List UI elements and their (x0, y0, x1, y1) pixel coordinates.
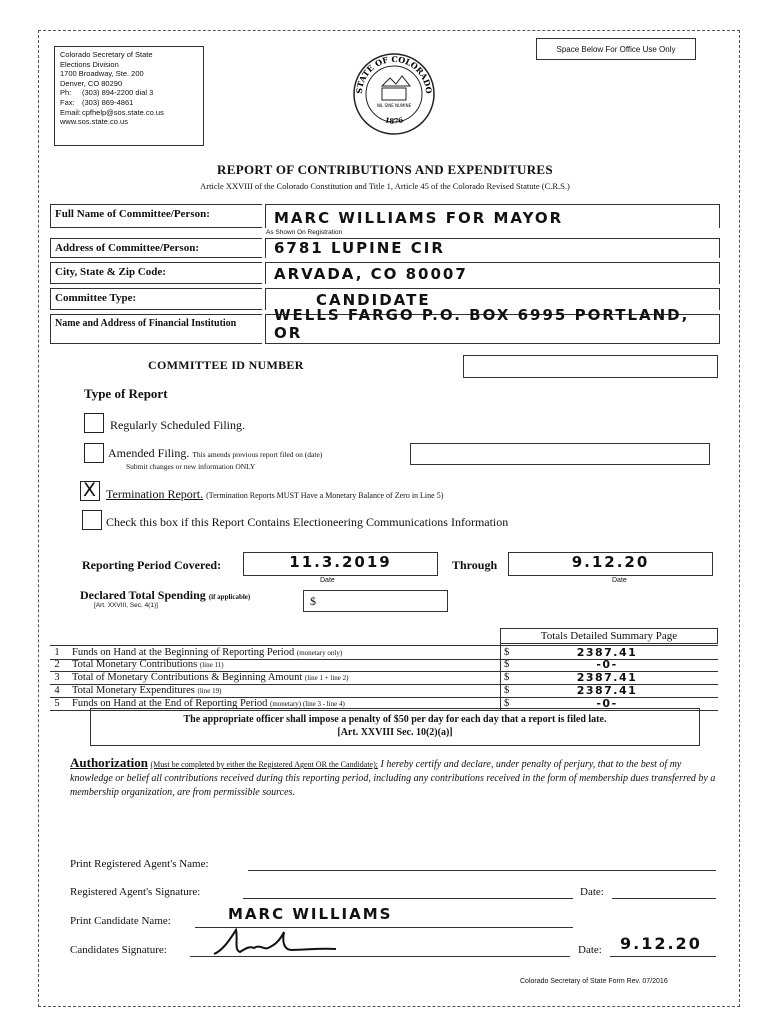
committee-id-field[interactable] (463, 355, 718, 378)
row-address (50, 238, 720, 258)
through-label: Through (452, 558, 498, 572)
address-label: Address of Committee/Person: (50, 238, 262, 258)
summary-row: 5 Funds on Hand at the End of Reporting Period (monetary) (line 3 - line 4) $ -0- (50, 697, 718, 711)
period-from-field[interactable]: 11.3.2019 (243, 552, 438, 576)
summary-row: 2 Total Monetary Contributions (line 11) $ -0- (50, 658, 718, 672)
candidate-signature-icon (210, 926, 340, 960)
address-field[interactable]: 6781 LUPINE CIR (265, 238, 720, 258)
address-line: Elections Division (60, 59, 119, 69)
termination-label: Termination Report. (Termination Reports MUST Have a Monetary Balance of Zero in Line 5) (106, 487, 444, 501)
agent-signature-label: Registered Agent's Signature: (70, 886, 201, 898)
svg-text:1876 (384, 115, 404, 125)
seal-motto: NIL SINE NUMINE (376, 103, 412, 108)
city-label: City, State & Zip Code: (50, 262, 262, 284)
from-date-caption: Date (320, 577, 335, 584)
page-subtitle: Article XXVIII of the Colorado Constitution and Title 1, Article 45 of the Colorado Revised Statute (C.R.S.) (200, 181, 570, 191)
candidate-date-field[interactable] (610, 956, 716, 957)
phone-line: Ph: (303) 894-2200 dial 3 (60, 88, 154, 98)
summary-row: 3 Total of Monetary Contributions & Beginning Amount (line 1 + line 2) $ 2387.41 (50, 671, 718, 685)
seal-year-text: 1876 (383, 115, 405, 126)
committee-type-field[interactable]: CANDIDATE (265, 288, 720, 310)
row-full-name (50, 204, 720, 228)
electioneering-checkbox[interactable] (82, 510, 102, 530)
bank-field[interactable]: WELLS FARGO P.O. BOX 6995 PORTLAND, OR (265, 314, 720, 344)
state-seal-icon (352, 52, 436, 136)
amended-date-field[interactable] (410, 443, 710, 465)
summary-row: 1 Funds on Hand at the Beginning of Reporting Period (monetary only) $ 2387.41 (50, 645, 718, 660)
bank-label: Name and Address of Financial Institution (50, 314, 262, 344)
web-line: www.sos.state.co.us (60, 117, 128, 127)
amended-filing-checkbox[interactable] (84, 443, 104, 463)
regular-filing-checkbox[interactable] (84, 413, 104, 433)
candidate-date-label: Date: (578, 944, 602, 956)
office-use-box: Space Below For Office Use Only (536, 38, 696, 60)
regular-filing-label: Regularly Scheduled Filing. (110, 418, 245, 432)
agent-date-label: Date: (580, 886, 604, 898)
city-field[interactable]: ARVADA, CO 80007 (265, 262, 720, 284)
row-bank (50, 306, 720, 344)
page-title: REPORT OF CONTRIBUTIONS AND EXPENDITURES (217, 162, 553, 177)
agent-name-field[interactable] (248, 870, 716, 871)
declared-spending-label: Declared Total Spending (if applicable) (80, 588, 251, 602)
fax-line: Fax: (303) 869-4861 (60, 97, 134, 107)
amended-filing-label: Amended Filing. This amends previous report filed on (date) (108, 446, 323, 460)
candidate-date-value: 9.12.20 (620, 934, 702, 953)
office-address-block (54, 46, 204, 146)
registration-note: As Shown On Registration (266, 229, 343, 236)
candidate-name-label: Print Candidate Name: (70, 915, 171, 927)
to-date-caption: Date (612, 577, 627, 584)
agent-date-field[interactable] (612, 898, 716, 899)
declared-spending-sub: [Art. XXVIII, Sec. 4(1)] (94, 602, 158, 609)
electioneering-label: Check this box if this Report Contains Electioneering Communications Information (106, 515, 509, 529)
amended-sub-note: Submit changes or new information ONLY (126, 462, 256, 471)
full-name-field[interactable]: MARC WILLIAMS FOR MAYOR (265, 204, 720, 228)
type-of-report-heading: Type of Report (84, 386, 168, 401)
summary-header: Totals Detailed Summary Page (500, 628, 718, 644)
full-name-label: Full Name of Committee/Person: (50, 204, 262, 228)
agent-signature-field[interactable] (243, 898, 573, 899)
summary-table (50, 628, 718, 712)
agent-name-label: Print Registered Agent's Name: (70, 858, 209, 870)
candidate-name-value: MARC WILLIAMS (228, 905, 393, 923)
form-revision-footer: Colorado Secretary of State Form Rev. 07/2016 (520, 978, 668, 985)
summary-row: 4 Total Monetary Expenditures (line 19) $ 2387.41 (50, 684, 718, 698)
address-line: Colorado Secretary of State (60, 50, 153, 59)
seal-top-text: STATE OF COLORADO (353, 53, 435, 95)
authorization-text: Authorization (Must be completed by either the Registered Agent OR the Candidate); I hereby certify and declare, under penalty of perjury, that to the best of my knowledge or belief all contributions received during this reporting period, including any contributions received in the form of membership dues transferred by a membership organization, are from permissible sources. (70, 755, 716, 798)
committee-id-label: COMMITTEE ID NUMBER (148, 358, 304, 372)
penalty-notice: The appropriate officer shall impose a penalty of $50 per day for each day that a report is filed late. [Art. XXVIII Sec. 10(2)(a)] (90, 708, 700, 746)
row-city (50, 262, 720, 284)
candidate-signature-label: Candidates Signature: (70, 944, 167, 956)
declared-spending-field[interactable]: $ (303, 590, 448, 612)
address-line: 1700 Broadway, Ste. 200 (60, 69, 144, 79)
reporting-period-label: Reporting Period Covered: (82, 558, 222, 572)
address-line: Denver, CO 80290 (60, 78, 123, 88)
email-line: Email:cpfhelp@sos.state.co.us (60, 107, 164, 117)
committee-type-label: Committee Type: (50, 288, 262, 310)
termination-checkbox[interactable]: X (80, 481, 100, 501)
period-to-field[interactable]: 9.12.20 (508, 552, 713, 576)
